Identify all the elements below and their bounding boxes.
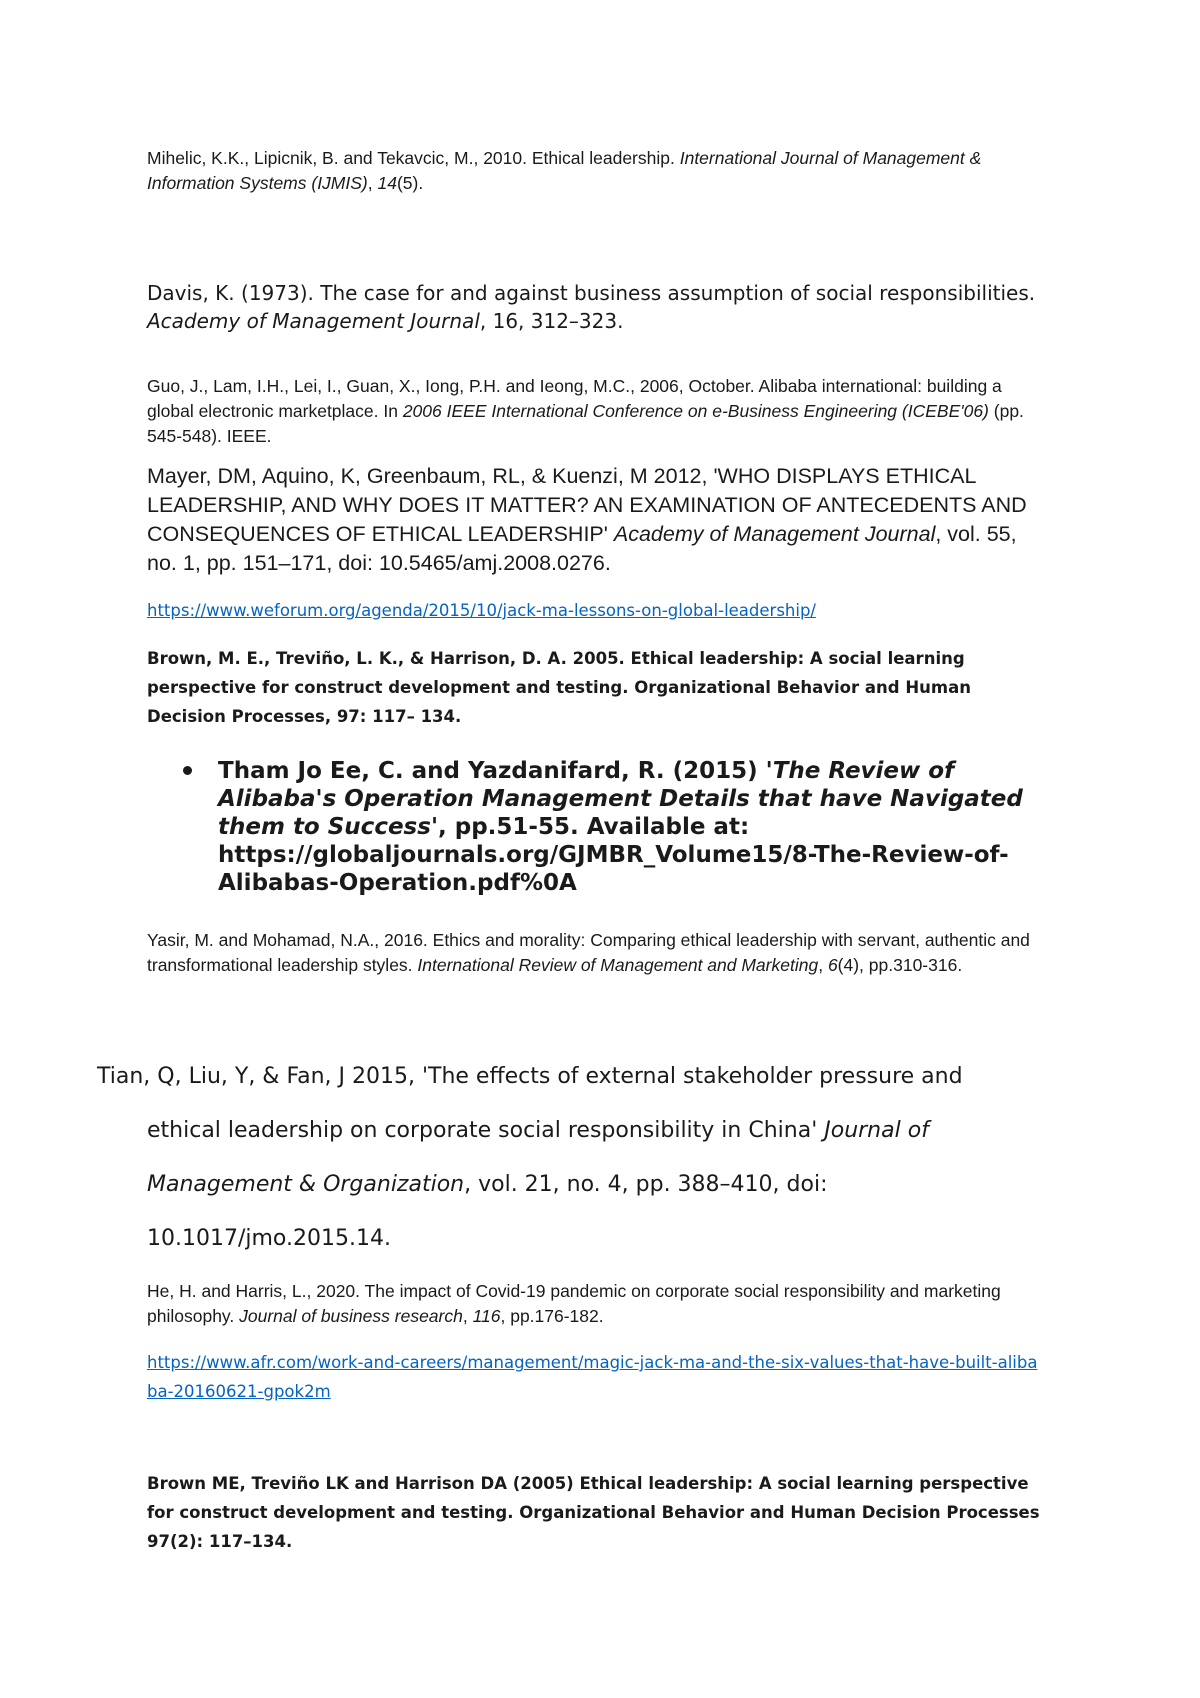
ref-journal: Management & Organization [147,1172,465,1197]
ref-separator: , [462,1306,473,1326]
ref-text: ethical leadership on corporate social responsibility in China' [147,1118,825,1143]
ref-journal: Academy of Management Journal [613,522,936,546]
ref-volume: 116 [472,1306,501,1326]
reference-brown-me-2005: Brown ME, Treviño LK and Harrison DA (2005) Ethical leadership: A social learning perspective for construct development and testing. Organizational Behavior and Human Decision Processes 97(2): 117–134. [147,1474,1040,1551]
ref-conference: 2006 IEEE International Conference on e-Business Engineering (ICEBE'06) [402,401,989,421]
afr-link[interactable]: https://www.afr.com/work-and-careers/management/magic-jack-ma-and-the-six-values-that-have-built-alibaba-20160621-gpok2m [147,1353,1038,1401]
ref-text: Davis, K. (1973). The case for and against business assumption of social responsibilities. [147,281,1036,305]
ref-issue: (5). [396,173,424,193]
ref-details: , vol. 55, no. 1, pp. 151–171, doi: 10.5465/amj.2008.0276. [147,522,1017,575]
reference-he [147,1279,1052,1329]
reference-guo [147,374,1052,449]
ref-journal: Academy of Management Journal [147,309,480,333]
ref-details: , vol. 21, no. 4, pp. 388–410, doi: [464,1172,828,1197]
ref-details: , pp.176-182. [500,1306,604,1326]
ref-text: Yasir, M. and Mohamad, N.A., 2016. Ethics and morality: Comparing ethical leadership with servant, authentic and transformational leadership styles. [147,930,1030,975]
ref-line [97,1158,1057,1212]
ref-title: The Review of Alibaba's Operation Management Details that have Navigated them to Success [218,758,1023,840]
ref-separator: , [367,173,378,193]
reference-tham [218,757,1058,897]
ref-separator: , [818,955,828,975]
ref-details: ', pp.51-55. Available at: https://globaljournals.org/GJMBR_Volume15/8-The-Review-of-Alibabas-Operation.pdf%0A [218,814,1009,896]
ref-journal: Journal of [824,1118,929,1143]
weforum-link[interactable]: https://www.weforum.org/agenda/2015/10/jack-ma-lessons-on-global-leadership/ [147,601,816,620]
reference-mihelic [147,146,1052,196]
ref-journal: Journal of business research [239,1306,463,1326]
ref-line: 10.1017/jmo.2015.14. [147,1226,391,1251]
reference-mayer [147,462,1052,578]
ref-details: , 16, 312–323. [479,309,624,333]
ref-issue: (4), pp.310-316. [837,955,963,975]
ref-volume: 14 [377,173,397,193]
reference-tian [97,1050,1057,1266]
ref-text: Tham Jo Ee, C. and Yazdanifard, R. (2015) ' [218,758,773,784]
ref-journal: International Journal of Management & Information Systems (IJMIS) [147,148,982,193]
ref-text: Mihelic, K.K., Lipicnik, B. and Tekavcic, M., 2010. Ethical leadership. [147,148,680,168]
ref-volume: 6 [827,955,838,975]
bullet-icon [183,766,192,775]
ref-line [97,1104,1057,1158]
ref-text: Mayer, DM, Aquino, K, Greenbaum, RL, & Kuenzi, M 2012, 'WHO DISPLAYS ETHICAL LEADERSHIP, AND WHY DOES IT MATTER? AN EXAMINATION OF ANTECEDENTS AND CONSEQUENCES OF ETHICAL LEADERSHIP' [147,464,1027,546]
reference-brown-2005: Brown, M. E., Treviño, L. K., & Harrison, D. A. 2005. Ethical leadership: A social learning perspective for construct development and testing. Organizational Behavior and Human Decision Processes, 97: 117– 134. [147,649,971,726]
ref-text: Guo, J., Lam, I.H., Lei, I., Guan, X., Iong, P.H. and Ieong, M.C., 2006, October. Alibaba international: building a global electronic marketplace. In [147,376,1002,421]
ref-text: He, H. and Harris, L., 2020. The impact of Covid-19 pandemic on corporate social responsibility and marketing philosophy. [147,1281,1001,1326]
ref-journal: International Review of Management and Marketing [417,955,819,975]
ref-line: Tian, Q, Liu, Y, & Fan, J 2015, 'The effects of external stakeholder pressure and [97,1064,963,1089]
reference-davis [147,279,1052,335]
reference-yasir [147,928,1052,978]
ref-details: (pp. 545-548). IEEE. [147,401,1024,446]
